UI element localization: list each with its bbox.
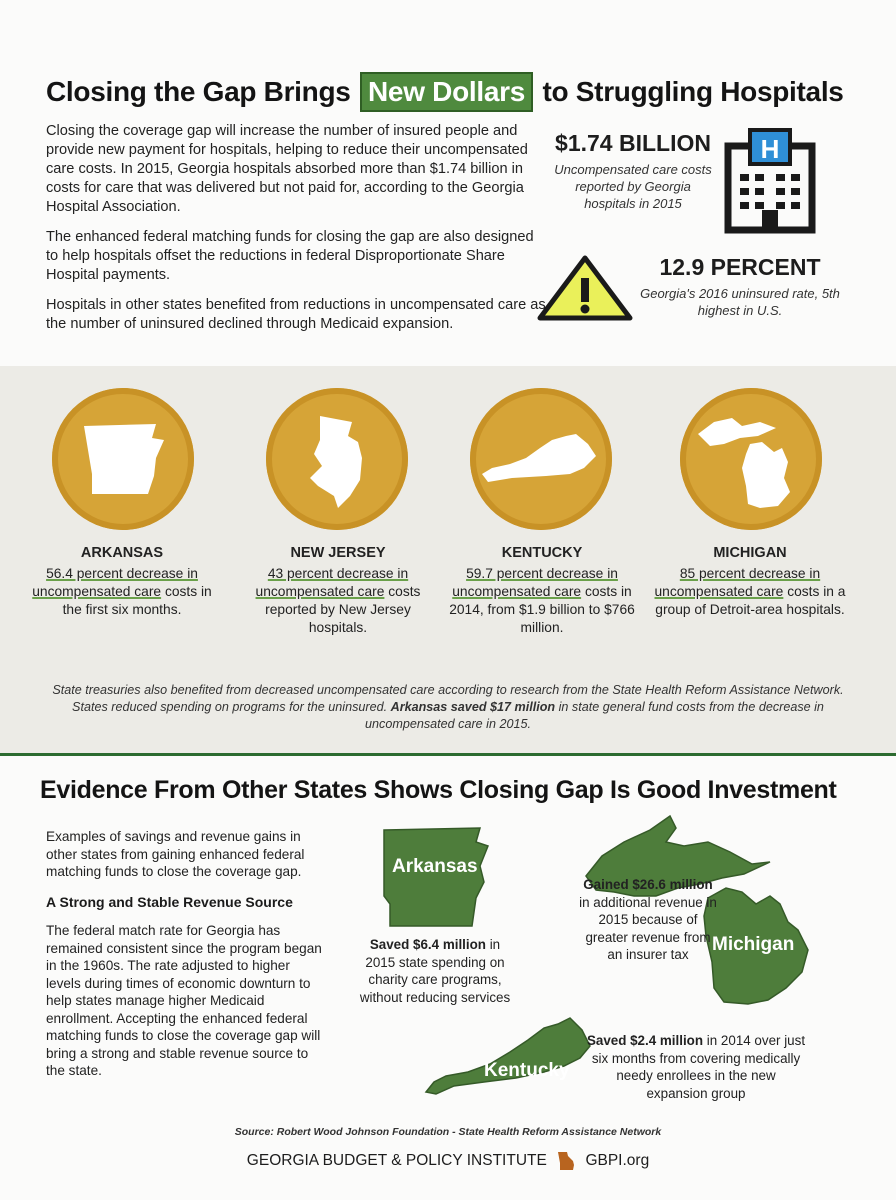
note-text-bold: Arkansas saved $17 million <box>390 700 556 714</box>
title-part-after: to Struggling Hospitals <box>542 76 844 107</box>
source-citation: Source: Robert Wood Johnson Foundation - State Health Reform Assistance Network <box>234 1126 662 1138</box>
stat2-value: 12.9 PERCENT <box>659 254 821 280</box>
note-text-after: in state general fund costs from the decrease in uncompensated care in 2015. <box>365 700 824 731</box>
state-name-michigan: MICHIGAN <box>713 545 787 561</box>
footer-website-link[interactable]: GBPI.org <box>585 1152 650 1170</box>
kentucky-circle <box>470 388 612 530</box>
kentucky-result <box>442 544 642 637</box>
section1-intro <box>46 122 546 345</box>
svg-text:H: H <box>760 134 780 164</box>
michigan-result-rest: costs in a group of Detroit-area hospitals. <box>655 584 846 617</box>
arkansas-map-label: Arkansas <box>392 856 478 877</box>
warning-icon <box>536 254 634 322</box>
section2-intro: Examples of savings and revenue gains in other states from gaining enhanced federal matching funds to close the coverage gap. <box>46 829 305 879</box>
stat1-caption: Uncompensated care costs reported by Georgia hospitals in 2015 <box>554 162 712 211</box>
footer <box>0 1151 896 1171</box>
michigan-result <box>650 544 850 619</box>
revenue-source-heading: A Strong and Stable Revenue Source <box>46 894 293 910</box>
arkansas-result-lead: 56.4 percent decrease in uncompensated care <box>32 566 198 599</box>
state-name-kentucky: KENTUCKY <box>501 545 583 561</box>
title-highlight: New Dollars <box>360 72 533 112</box>
new-jersey-circle <box>266 388 408 530</box>
revenue-source-body: The federal match rate for Georgia has remained consistent since the program began in the 1960s. The rate adjusted to higher levels during times of economic downturn to help states manage higher Medicaid enrollment. Accepting the enhanced federal matching funds to close the coverage gap will bring a strong and stable revenue source to the state. <box>46 923 322 1078</box>
michigan-map-label: Michigan <box>712 934 795 955</box>
michigan-result-lead: 85 percent decrease in uncompensated care <box>654 566 821 599</box>
note-text-before: State treasuries also benefited from decreased uncompensated care according to research from the State Health Reform Assistance Network. States reduced spending on programs for the uninsured. <box>52 683 844 714</box>
state-treasuries-note <box>40 682 856 733</box>
michigan-circle <box>680 388 822 530</box>
intro-paragraph-1: Closing the coverage gap will increase the number of insured people and provide new payment for hospitals, helping to reduce their uncompensated care costs. In 2015, Georgia hospitals absorbed more than $1.74 billion in costs for care that was delivered but not paid for, according to the Georgia Hospital Association. <box>46 123 528 215</box>
kentucky-silhouette-icon <box>470 388 612 530</box>
new-jersey-result-rest: costs reported by New Jersey hospitals. <box>265 584 421 635</box>
kentucky-result-lead: 59.7 percent decrease in uncompensated care <box>452 566 618 599</box>
title-part-before: Closing the Gap Brings <box>46 76 351 107</box>
kentucky-result-rest: costs in 2014, from $1.9 billion to $766 million. <box>449 584 635 635</box>
stat1-value: $1.74 BILLION <box>555 130 711 156</box>
hospital-icon <box>724 128 816 234</box>
footer-org-name: GEORGIA BUDGET & POLICY INSTITUTE <box>246 1152 547 1170</box>
arkansas-circle <box>52 388 194 530</box>
state-name-new-jersey: NEW JERSEY <box>290 545 386 561</box>
kentucky-savings-rest: in 2014 over just six months from covering medically needy enrollees in the new expansion group <box>591 1033 806 1101</box>
state-name-arkansas: ARKANSAS <box>80 545 164 561</box>
arkansas-savings-rest: in 2015 state spending on charity care programs, without reducing services <box>359 937 511 1005</box>
kentucky-map-label: Kentucky <box>484 1060 570 1081</box>
michigan-revenue-rest: in additional revenue in 2015 because of greater revenue from an insurer tax <box>579 894 717 962</box>
arkansas-savings-bold: Saved $6.4 million <box>369 937 486 952</box>
arkansas-result <box>22 544 222 619</box>
stat-uninsured-rate <box>640 254 840 319</box>
kentucky-savings-bold: Saved $2.4 million <box>586 1033 704 1048</box>
intro-paragraph-3: Hospitals in other states benefited from reductions in uncompensated care as the number of uninsured declined through Medicaid expansion. <box>46 297 546 332</box>
stat2-caption: Georgia's 2016 uninsured rate, 5th highest in U.S. <box>640 286 840 318</box>
arkansas-savings-caption <box>356 936 514 1006</box>
intro-paragraph-2: The enhanced federal matching funds for closing the gap are also designed to help hospitals offset the reductions in federal Disproportionate Share Hospital payments. <box>46 229 534 283</box>
arkansas-silhouette-icon <box>52 388 194 530</box>
section1-title <box>46 72 866 112</box>
kentucky-savings-caption <box>586 1032 806 1102</box>
section2-title: Evidence From Other States Shows Closing Gap Is Good Investment <box>40 776 837 804</box>
new-jersey-silhouette-icon <box>266 388 408 530</box>
new-jersey-result <box>238 544 438 637</box>
michigan-revenue-bold: Gained $26.6 million <box>583 877 713 892</box>
michigan-revenue-caption <box>578 876 718 964</box>
kentucky-map-icon <box>424 1014 594 1098</box>
arkansas-result-rest: costs in the first six months. <box>62 584 212 617</box>
michigan-silhouette-icon <box>680 388 822 530</box>
arkansas-map-icon <box>376 826 494 930</box>
georgia-state-icon <box>557 1151 575 1171</box>
new-jersey-result-lead: 43 percent decrease in uncompensated care <box>255 566 409 599</box>
stat-uncompensated-care <box>548 130 718 212</box>
